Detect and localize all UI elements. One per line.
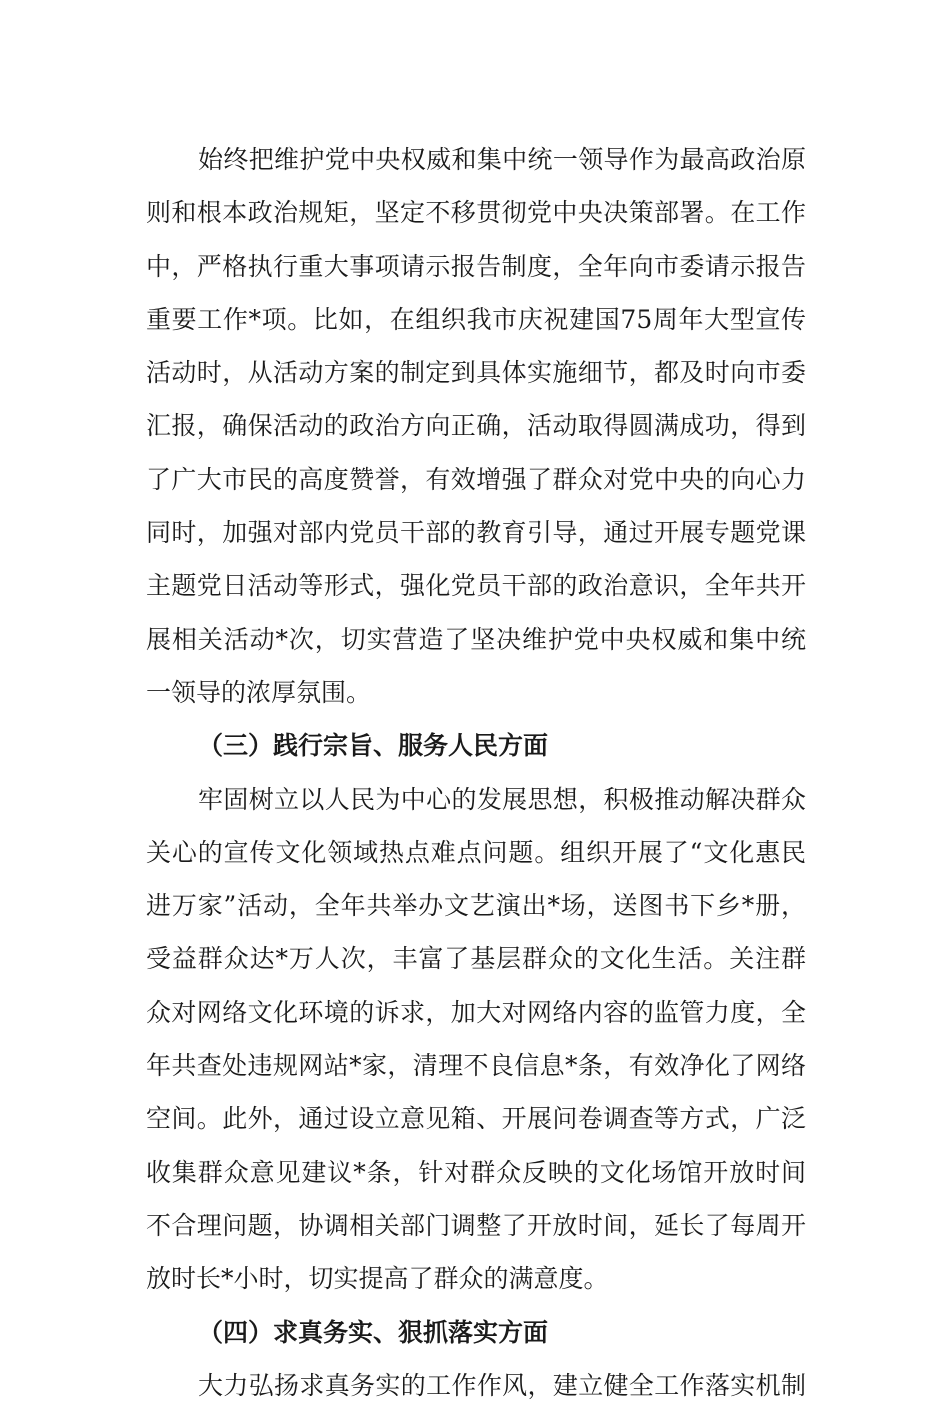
text-line: 重要工作*项。比如，在组织我市庆祝建国75周年大型宣传 <box>146 304 806 334</box>
text-line: 关心的宣传文化领域热点难点问题。组织开展了“文化惠民 <box>146 837 806 867</box>
text-line: 大力弘扬求真务实的工作作风，建立健全工作落实机制 <box>198 1370 806 1400</box>
text-line: 展相关活动*次，切实营造了坚决维护党中央权威和集中统 <box>146 624 806 654</box>
text-line: 收集群众意见建议*条，针对群众反映的文化场馆开放时间 <box>146 1157 806 1187</box>
text-line: 主题党日活动等形式，强化党员干部的政治意识，全年共开 <box>146 571 806 601</box>
text-line: 受益群众达*万人次，丰富了基层群众的文化生活。关注群 <box>146 944 806 974</box>
paragraph <box>146 1359 806 1412</box>
text-line: 了广大市民的高度赞誉，有效增强了群众对党中央的向心力 <box>146 464 806 494</box>
paragraph <box>146 133 806 719</box>
text-line: 年共查处违规网站*家，清理不良信息*条，有效净化了网络 <box>146 1051 806 1081</box>
text-line: 一领导的浓厚氛围。 <box>146 677 372 707</box>
paragraph <box>146 773 806 1306</box>
text-line: 中，严格执行重大事项请示报告制度，全年向市委请示报告 <box>146 251 806 281</box>
text-line: 进万家”活动，全年共举办文艺演出*场，送图书下乡*册， <box>146 891 806 921</box>
text-line: 放时长*小时，切实提高了群众的满意度。 <box>146 1264 609 1294</box>
text-line: 则和根本政治规矩，坚定不移贯彻党中央决策部署。在工作 <box>146 198 806 228</box>
text-line: 众对网络文化环境的诉求，加大对网络内容的监管力度，全 <box>146 997 806 1027</box>
section-heading: （四）求真务实、狠抓落实方面 <box>198 1317 549 1347</box>
text-line: 汇报，确保活动的政治方向正确，活动取得圆满成功，得到 <box>146 411 806 441</box>
text-line: 始终把维护党中央权威和集中统一领导作为最高政治原 <box>198 145 806 174</box>
text-line: 同时，加强对部内党员干部的教育引导，通过开展专题党课 <box>146 518 806 548</box>
text-line: 活动时，从活动方案的制定到具体实施细节，都及时向市委 <box>146 358 806 388</box>
text-line: 牢固树立以人民为中心的发展思想，积极推动解决群众 <box>198 784 806 814</box>
text-line: 不合理问题，协调相关部门调整了开放时间，延长了每周开 <box>146 1210 806 1240</box>
section-heading: （三）践行宗旨、服务人民方面 <box>198 731 549 761</box>
document-body <box>146 133 806 1412</box>
text-line: 空间。此外，通过设立意见箱、开展问卷调查等方式，广泛 <box>146 1104 806 1134</box>
